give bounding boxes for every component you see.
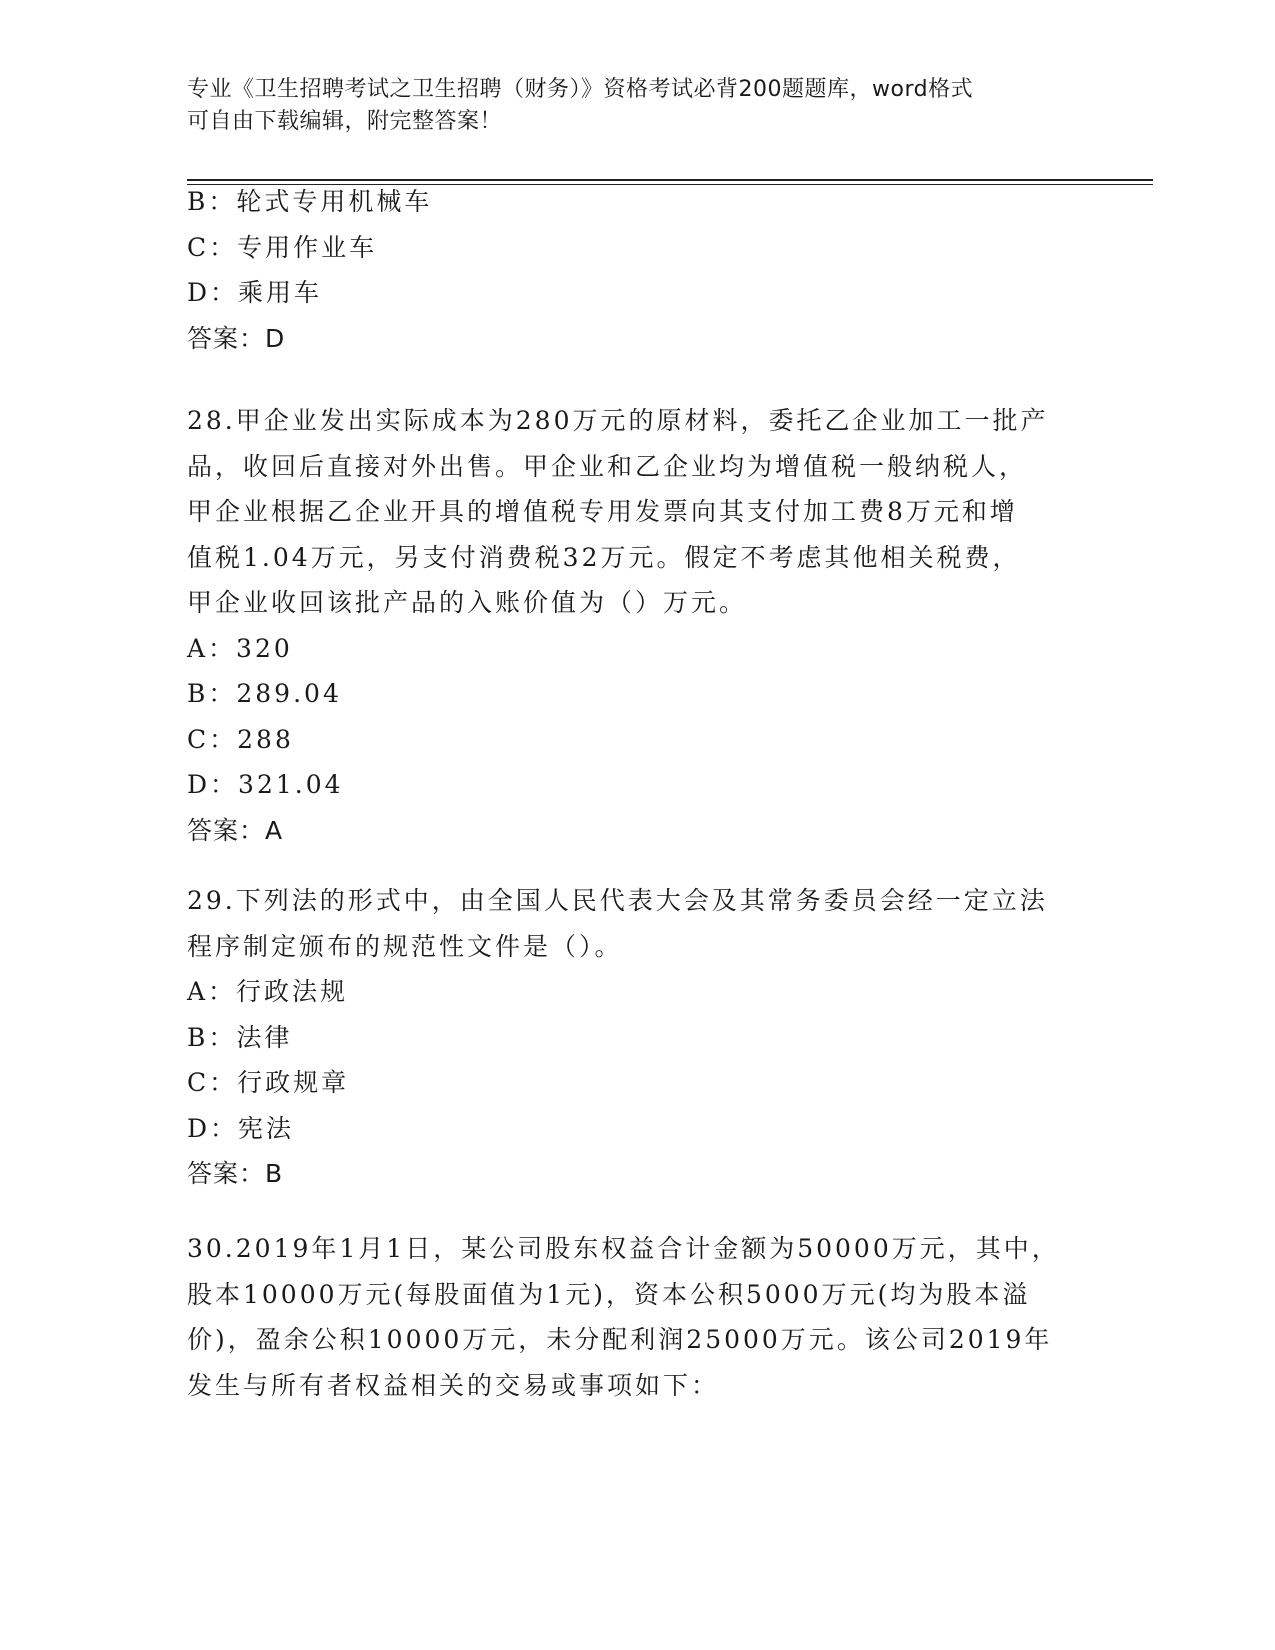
- option-b: B：法律: [187, 1022, 293, 1052]
- option-b: B：轮式专用机械车: [187, 187, 433, 216]
- option-b: B：289.04: [187, 679, 342, 708]
- answer-line: 答案：B: [187, 1159, 284, 1188]
- question-stem-line: 价)，盈余公积10000万元，未分配利润25000万元。该公司2019年: [187, 1325, 1053, 1354]
- question-stem-line: 甲企业收回该批产品的入账价值为（）万元。: [187, 588, 748, 617]
- header-line-1: 专业《卫生招聘考试之卫生招聘（财务）》资格考试必背200题题库，word格式: [187, 77, 974, 102]
- answer-line: 答案：D: [187, 323, 286, 353]
- option-d: D：乘用车: [187, 278, 323, 307]
- option-c: C：专用作业车: [187, 232, 378, 262]
- option-a: A：320: [187, 633, 293, 663]
- question-27-continued: [187, 179, 1087, 361]
- option-c: C：288: [187, 724, 294, 754]
- question-stem-line: 29.下列法的形式中，由全国人民代表大会及其常务委员会经一定立法: [187, 886, 1048, 915]
- question-stem-line: 28.甲企业发出实际成本为280万元的原材料，委托乙企业加工一批产: [187, 406, 1049, 435]
- answer-line: 答案：A: [187, 815, 284, 845]
- option-c: C：行政规章: [187, 1068, 350, 1097]
- option-d: D：宪法: [187, 1113, 295, 1143]
- document-header: [187, 74, 1087, 138]
- question-28: [187, 398, 1087, 853]
- question-stem-line: 值税1.04万元，另支付消费税32万元。假定不考虑其他相关税费，: [187, 542, 1021, 572]
- question-stem-line: 品，收回后直接对外出售。甲企业和乙企业均为增值税一般纳税人，: [187, 451, 1028, 481]
- question-stem-line: 程序制定颁布的规范性文件是（）。: [187, 931, 623, 961]
- question-stem-line: 发生与所有者权益相关的交易或事项如下：: [187, 1370, 720, 1400]
- option-d: D：321.04: [187, 770, 344, 799]
- question-stem-line: 30.2019年1月1日，某公司股东权益合计金额为50000万元，其中，: [187, 1234, 1060, 1263]
- question-stem-line: 甲企业根据乙企业开具的增值税专用发票向其支付加工费8万元和增: [187, 497, 1018, 526]
- question-stem-line: 股本10000万元(每股面值为1元)，资本公积5000万元(均为股本溢: [187, 1279, 1031, 1309]
- question-29: [187, 878, 1087, 1197]
- option-a: A：行政法规: [187, 977, 349, 1006]
- header-line-2: 可自由下载编辑，附完整答案！: [187, 109, 503, 134]
- question-30: [187, 1226, 1087, 1408]
